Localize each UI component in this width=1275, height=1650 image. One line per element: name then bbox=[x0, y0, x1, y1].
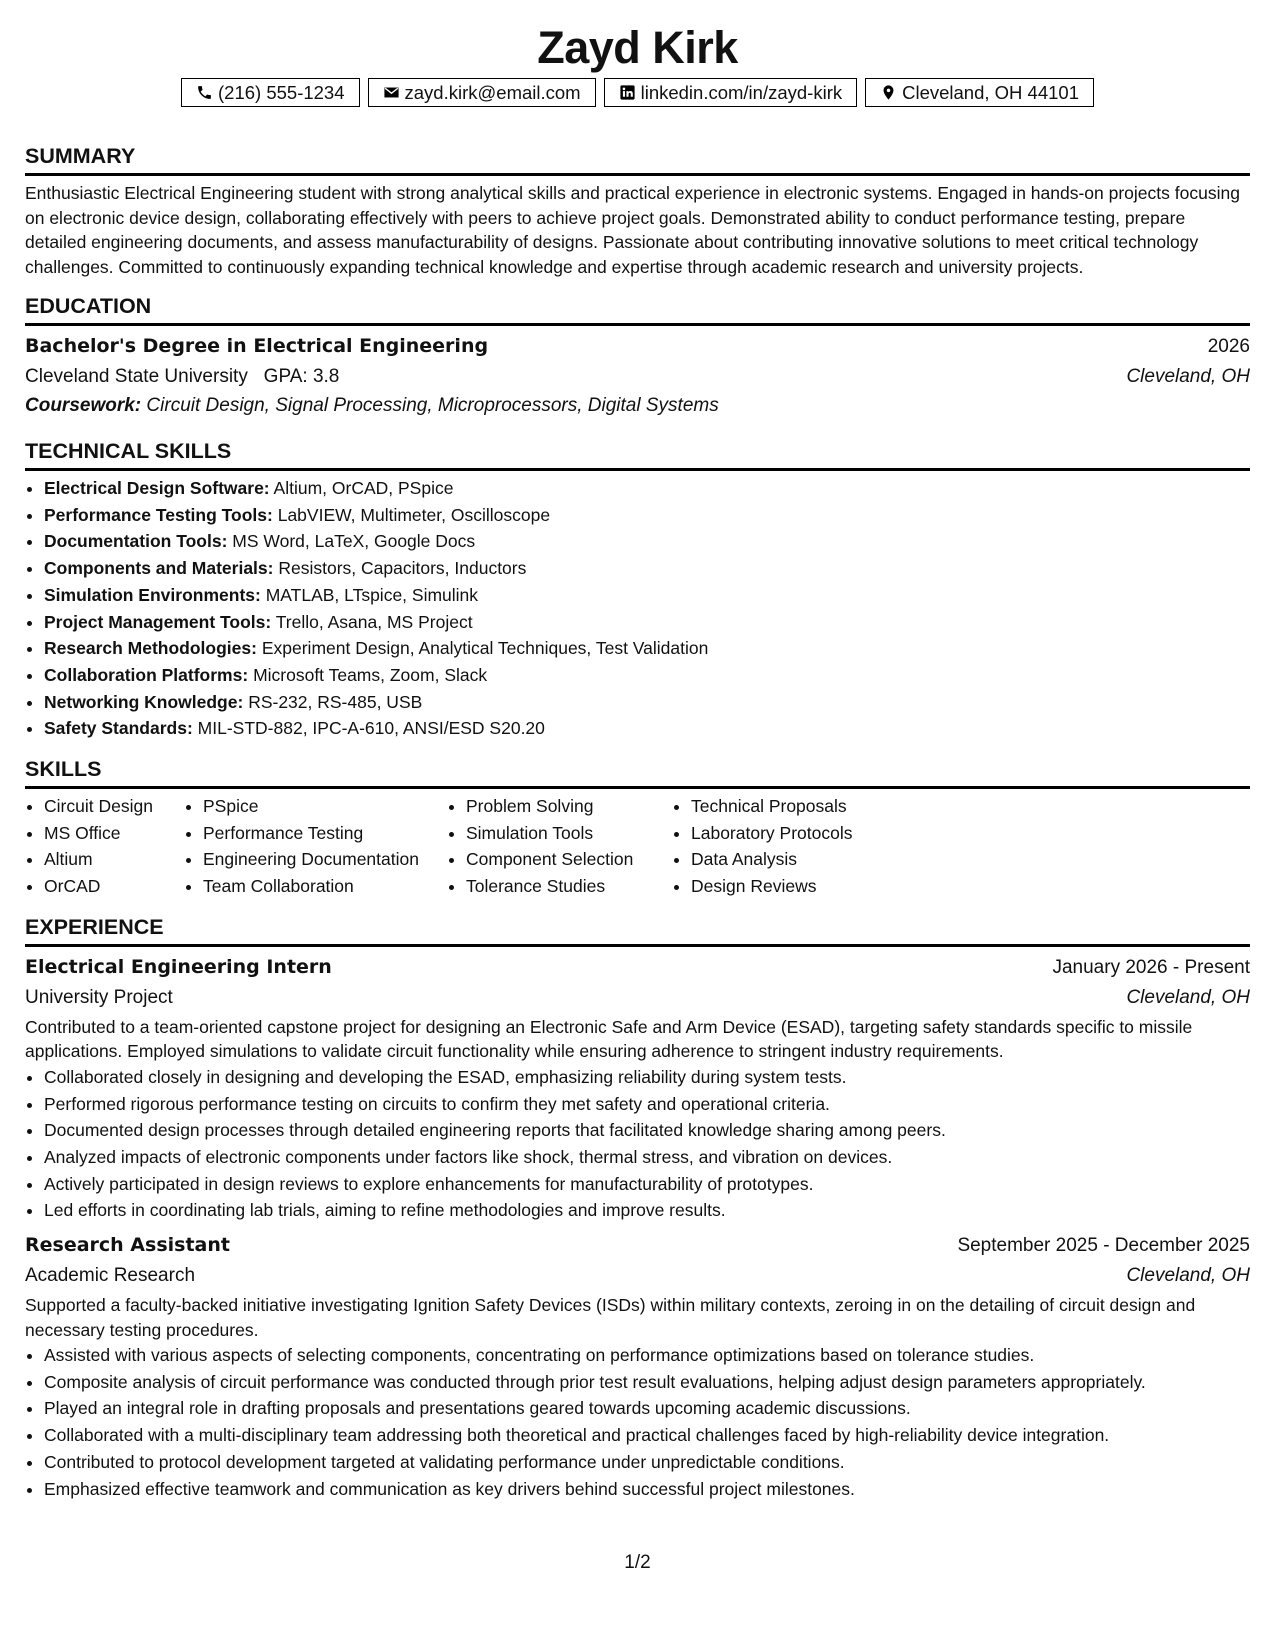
list-item: • Collaborated closely in designing and developing the ESAD, emphasizing reliability during system tests. bbox=[44, 1064, 1250, 1091]
job-dates: January 2026 - Present bbox=[1052, 956, 1250, 978]
skill-category-label: Performance Testing Tools: bbox=[44, 504, 273, 525]
list-item bbox=[44, 502, 1250, 529]
contact-location[interactable] bbox=[865, 78, 1094, 107]
school-location: Cleveland, OH bbox=[1126, 366, 1250, 387]
experience-section bbox=[25, 914, 1250, 1502]
candidate-name: Zayd Kirk bbox=[537, 22, 738, 73]
list-item bbox=[44, 635, 1250, 662]
list-item: • Documented design processes through detailed engineering reports that facilitated knowledge sharing among peers. bbox=[44, 1117, 1250, 1144]
coursework-list: Circuit Design, Signal Processing, Microprocessors, Digital Systems bbox=[146, 395, 719, 416]
list-item: • Laboratory Protocols bbox=[691, 820, 931, 847]
skills-column bbox=[184, 793, 447, 900]
list-item bbox=[44, 582, 1250, 609]
list-item: • MS Office bbox=[44, 820, 184, 847]
skill-category-value: Resistors, Capacitors, Inductors bbox=[278, 558, 527, 579]
education-school-row bbox=[25, 362, 1250, 391]
skill-category-value: RS-232, RS-485, USB bbox=[248, 691, 423, 712]
skill-category-value: Experiment Design, Analytical Techniques, Test Validation bbox=[261, 638, 709, 659]
list-item: • Analyzed impacts of electronic components under factors like shock, thermal stress, and vibration on devices. bbox=[44, 1144, 1250, 1171]
list-item bbox=[44, 555, 1250, 582]
list-item: • OrCAD bbox=[44, 873, 184, 900]
section-title-technical-skills: TECHNICAL SKILLS bbox=[25, 438, 1250, 471]
list-item: • Performed rigorous performance testing on circuits to confirm they met safety and operational criteria. bbox=[44, 1091, 1250, 1118]
list-item bbox=[44, 528, 1250, 555]
contact-linkedin[interactable] bbox=[604, 78, 858, 107]
skill-category-value: MS Word, LaTeX, Google Docs bbox=[232, 531, 476, 552]
list-item: • Altium bbox=[44, 846, 184, 873]
skill-category-value: Altium, OrCAD, PSpice bbox=[273, 478, 454, 498]
job-entry bbox=[25, 1230, 1250, 1502]
job-bullets bbox=[25, 1342, 1250, 1502]
skills-column bbox=[447, 793, 672, 900]
skill-category-value: MIL-STD-882, IPC-A-610, ANSI/ESD S20.20 bbox=[197, 718, 545, 739]
summary-text: Enthusiastic Electrical Engineering student with strong analytical skills and practical experience in electronic systems. Engaged in hands-on projects focusing on electronic device design, collaborating effectively with peers to achieve project goals. Demonstrated ability to conduct performance testing, prepare detailed engineering documents, and assess manufacturability of designs. Passionate about contributing innovative solutions to meet critical technology challenges. Committed to continuously expanding technical knowledge and expertise through academic research and university projects. bbox=[25, 183, 1240, 277]
list-item: • Composite analysis of circuit performance was conducted through prior test result evaluations, helping adjust design parameters appropriately. bbox=[44, 1369, 1250, 1396]
coursework-label: Coursework: bbox=[25, 395, 142, 416]
job-header-row bbox=[25, 1230, 1250, 1261]
job-description: Contributed to a team-oriented capstone project for designing an Electronic Safe and Arm Device (ESAD), targeting safety standards specific to missile applications. Employed simulations to validate circuit functionality while ensuring adherence to stringent industry requirements. bbox=[25, 1016, 1193, 1062]
graduation-year: 2026 bbox=[1207, 336, 1250, 357]
skill-category-value: LabVIEW, Multimeter, Oscilloscope bbox=[277, 504, 551, 525]
skills-section bbox=[25, 756, 1250, 900]
job-header-row bbox=[25, 952, 1250, 983]
skill-category-value: Trello, Asana, MS Project bbox=[275, 611, 473, 632]
phone-icon bbox=[196, 84, 213, 101]
job-dates: September 2025 - December 2025 bbox=[957, 1235, 1250, 1257]
skill-category-label: Project Management Tools: bbox=[44, 611, 272, 632]
list-item: • Circuit Design bbox=[44, 793, 184, 820]
email-text: zayd.kirk@email.com bbox=[404, 81, 581, 103]
list-item bbox=[44, 689, 1250, 716]
job-organization: Academic Research bbox=[25, 1265, 196, 1287]
section-title-experience: EXPERIENCE bbox=[25, 914, 1250, 947]
skills-column bbox=[672, 793, 931, 900]
skill-category-label: Research Methodologies: bbox=[44, 638, 257, 659]
phone-text: (216) 555-1234 bbox=[218, 81, 345, 103]
gpa: GPA: 3.8 bbox=[263, 366, 340, 387]
job-org-row bbox=[25, 1261, 1250, 1291]
list-item: • Data Analysis bbox=[691, 846, 931, 873]
list-item: • Technical Proposals bbox=[691, 793, 931, 820]
page-number: 1/2 bbox=[624, 1552, 651, 1573]
section-title-skills: SKILLS bbox=[25, 756, 1250, 789]
list-item: • Collaborated with a multi-disciplinary team addressing both theoretical and practical challenges faced by high-reliability device integration. bbox=[44, 1422, 1250, 1449]
job-entry bbox=[25, 952, 1250, 1224]
job-org-row bbox=[25, 983, 1250, 1013]
education-section bbox=[25, 293, 1250, 420]
skill-category-label: Electrical Design Software: bbox=[44, 478, 270, 498]
list-item bbox=[44, 662, 1250, 689]
job-location: Cleveland, OH bbox=[1126, 1265, 1250, 1287]
skill-category-label: Documentation Tools: bbox=[44, 531, 228, 552]
list-item: • Actively participated in design reviews to explore enhancements for manufacturability of prototypes. bbox=[44, 1171, 1250, 1198]
list-item: • Problem Solving bbox=[466, 793, 672, 820]
section-title-education: EDUCATION bbox=[25, 293, 1250, 326]
education-header-row bbox=[25, 331, 1250, 362]
coursework-line bbox=[25, 391, 1250, 420]
list-item: • PSpice bbox=[203, 793, 447, 820]
technical-skills-list bbox=[25, 475, 1250, 742]
school-line bbox=[25, 362, 339, 391]
list-item: • Simulation Tools bbox=[466, 820, 672, 847]
job-location: Cleveland, OH bbox=[1126, 986, 1250, 1008]
list-item bbox=[44, 609, 1250, 636]
contact-phone[interactable] bbox=[181, 78, 360, 107]
envelope-icon bbox=[383, 84, 400, 101]
location-text: Cleveland, OH 44101 bbox=[902, 81, 1079, 103]
skills-grid bbox=[25, 793, 1250, 900]
skill-category-label: Safety Standards: bbox=[44, 718, 193, 739]
resume-page bbox=[25, 0, 1250, 1502]
job-title: Electrical Engineering Intern bbox=[25, 955, 332, 978]
linkedin-icon bbox=[619, 84, 636, 101]
linkedin-text: linkedin.com/in/zayd-kirk bbox=[640, 81, 843, 103]
skill-category-value: Microsoft Teams, Zoom, Slack bbox=[253, 664, 488, 685]
list-item: • Component Selection bbox=[466, 846, 672, 873]
skill-category-label: Collaboration Platforms: bbox=[44, 664, 249, 685]
skill-category-label: Components and Materials: bbox=[44, 558, 274, 579]
technical-skills-section bbox=[25, 438, 1250, 742]
contact-bar bbox=[25, 78, 1250, 107]
list-item: • Engineering Documentation bbox=[203, 846, 447, 873]
job-bullets bbox=[25, 1064, 1250, 1224]
list-item: • Led efforts in coordinating lab trials, aiming to refine methodologies and improve results. bbox=[44, 1197, 1250, 1224]
list-item: • Played an integral role in drafting proposals and presentations geared towards upcoming academic discussions. bbox=[44, 1395, 1250, 1422]
skills-column bbox=[25, 793, 184, 900]
contact-email[interactable] bbox=[368, 78, 596, 107]
list-item bbox=[44, 715, 1250, 742]
section-title-summary: SUMMARY bbox=[25, 143, 1250, 176]
job-description: Supported a faculty-backed initiative investigating Ignition Safety Devices (ISDs) within military contexts, zeroing in on the detailing of circuit design and necessary testing procedures. bbox=[25, 1295, 1196, 1340]
list-item: • Emphasized effective teamwork and communication as key drivers behind successful project milestones. bbox=[44, 1476, 1250, 1503]
list-item: • Performance Testing bbox=[203, 820, 447, 847]
list-item: • Team Collaboration bbox=[203, 873, 447, 900]
skill-category-value: MATLAB, LTspice, Simulink bbox=[265, 584, 479, 605]
list-item: • Assisted with various aspects of selecting components, concentrating on performance optimizations based on tolerance studies. bbox=[44, 1342, 1250, 1369]
school-name: Cleveland State University bbox=[25, 366, 248, 387]
list-item: • Design Reviews bbox=[691, 873, 931, 900]
job-title: Research Assistant bbox=[25, 1234, 230, 1257]
list-item: • Tolerance Studies bbox=[466, 873, 672, 900]
job-organization: University Project bbox=[25, 986, 173, 1008]
skill-category-label: Networking Knowledge: bbox=[44, 691, 244, 712]
skill-category-label: Simulation Environments: bbox=[44, 584, 261, 605]
list-item: • Contributed to protocol development targeted at validating performance under unpredictable conditions. bbox=[44, 1449, 1250, 1476]
list-item bbox=[44, 475, 1250, 502]
map-pin-icon bbox=[880, 84, 897, 101]
summary-section bbox=[25, 143, 1250, 279]
degree-title: Bachelor's Degree in Electrical Engineering bbox=[25, 335, 489, 357]
